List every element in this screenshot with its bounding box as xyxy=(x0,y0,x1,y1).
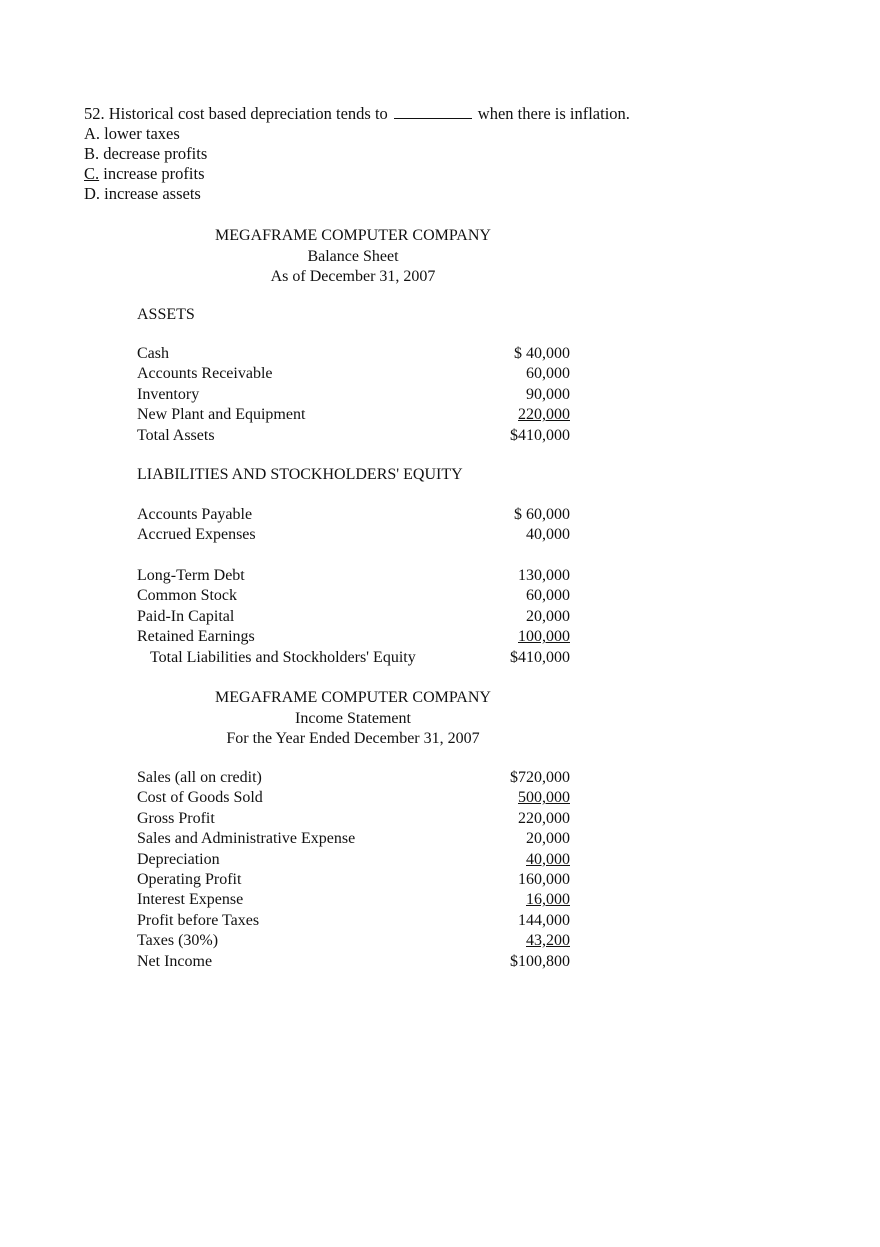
table-row-total xyxy=(137,952,570,972)
option-letter-correct: C. xyxy=(84,164,100,183)
table-row xyxy=(137,586,570,606)
row-label: Interest Expense xyxy=(137,891,244,909)
option-letter: B. xyxy=(84,144,100,163)
statement-period: For the Year Ended December 31, 2007 xyxy=(226,730,480,747)
statement-title: Balance Sheet xyxy=(307,247,399,265)
question-stem-end: when there is inflation. xyxy=(477,104,630,123)
row-label: Accounts Payable xyxy=(137,506,253,523)
row-label: Depreciation xyxy=(137,850,220,868)
row-label: Cash xyxy=(137,345,169,362)
liabilities-heading: LIABILITIES AND STOCKHOLDERS' EQUITY xyxy=(137,466,463,483)
row-value: $410,000 xyxy=(510,426,570,444)
row-label: Inventory xyxy=(137,385,200,403)
table-row xyxy=(137,870,570,890)
row-label: Cost of Goods Sold xyxy=(137,789,263,807)
income-statement-header xyxy=(0,688,706,750)
row-label: Total Liabilities and Stockholders' Equity xyxy=(150,648,416,666)
table-row xyxy=(137,385,570,405)
table-row xyxy=(137,788,570,808)
row-value: 100,000 xyxy=(518,628,570,646)
answer-blank xyxy=(394,104,472,119)
table-row xyxy=(137,505,570,525)
row-value: 90,000 xyxy=(526,385,570,403)
table-row xyxy=(137,829,570,849)
row-value: 500,000 xyxy=(518,789,570,807)
table-row xyxy=(137,931,570,951)
table-row xyxy=(137,344,570,364)
row-label: Paid-In Capital xyxy=(137,607,235,625)
row-value: 43,200 xyxy=(526,932,570,950)
row-value: $ 60,000 xyxy=(514,506,570,523)
row-label: Retained Earnings xyxy=(137,628,255,646)
row-label: Common Stock xyxy=(137,587,238,605)
row-label: Operating Profit xyxy=(137,870,242,888)
table-row xyxy=(137,566,570,586)
row-value: 40,000 xyxy=(526,526,570,544)
question-52 xyxy=(84,104,630,204)
row-value: 160,000 xyxy=(518,870,570,888)
company-name: MEGAFRAME COMPUTER COMPANY xyxy=(215,689,491,706)
row-value: 220,000 xyxy=(518,406,570,424)
company-name: MEGAFRAME COMPUTER COMPANY xyxy=(215,227,491,244)
table-row xyxy=(137,768,570,788)
row-value: 144,000 xyxy=(518,911,570,929)
table-row xyxy=(137,525,570,545)
table-row xyxy=(137,627,570,647)
option-text: decrease profits xyxy=(103,144,208,163)
table-row-total xyxy=(137,426,570,446)
row-label: Profit before Taxes xyxy=(137,911,260,929)
row-value: 20,000 xyxy=(526,830,570,848)
option-letter: A. xyxy=(84,124,101,143)
row-value: $410,000 xyxy=(510,648,570,666)
option-a xyxy=(84,124,630,144)
row-value: 16,000 xyxy=(526,891,570,909)
option-b xyxy=(84,144,630,164)
row-value: $720,000 xyxy=(510,769,570,786)
balance-sheet-header xyxy=(0,226,706,288)
option-d xyxy=(84,184,630,204)
row-value: 60,000 xyxy=(526,587,570,605)
option-c xyxy=(84,164,630,184)
table-row xyxy=(137,911,570,931)
other-liabilities-table xyxy=(137,566,570,668)
current-liabilities-table xyxy=(137,505,570,546)
row-value: 20,000 xyxy=(526,607,570,625)
row-label: Total Assets xyxy=(137,426,215,444)
row-value: 130,000 xyxy=(518,567,570,584)
option-letter: D. xyxy=(84,184,101,203)
option-text: lower taxes xyxy=(104,124,180,143)
row-label: Sales (all on credit) xyxy=(137,769,262,786)
table-row xyxy=(137,405,570,425)
option-text: increase profits xyxy=(103,164,205,183)
row-value: $100,800 xyxy=(510,952,570,970)
table-row xyxy=(137,607,570,627)
row-label: Taxes (30%) xyxy=(137,932,219,950)
statement-title: Income Statement xyxy=(295,709,411,727)
row-label: Net Income xyxy=(137,952,213,970)
question-stem xyxy=(84,104,630,124)
row-label: Sales and Administrative Expense xyxy=(137,830,356,848)
statement-date: As of December 31, 2007 xyxy=(270,268,436,285)
assets-table xyxy=(137,344,570,446)
row-label: Accrued Expenses xyxy=(137,526,256,544)
assets-heading: ASSETS xyxy=(137,306,195,323)
row-value: 220,000 xyxy=(518,809,570,827)
row-label: Gross Profit xyxy=(137,809,215,827)
row-value: 40,000 xyxy=(526,850,570,868)
row-value: $ 40,000 xyxy=(514,345,570,362)
question-stem-start: 52. Historical cost based depreciation tends to xyxy=(84,104,388,123)
table-row-total xyxy=(137,648,570,668)
table-row xyxy=(137,364,570,384)
option-text: increase assets xyxy=(104,184,201,203)
table-row xyxy=(137,809,570,829)
income-statement-table xyxy=(137,768,570,972)
row-value: 60,000 xyxy=(526,365,570,383)
table-row xyxy=(137,890,570,910)
row-label: Accounts Receivable xyxy=(137,365,273,383)
row-label: Long-Term Debt xyxy=(137,567,245,584)
row-label: New Plant and Equipment xyxy=(137,406,306,424)
table-row xyxy=(137,850,570,870)
